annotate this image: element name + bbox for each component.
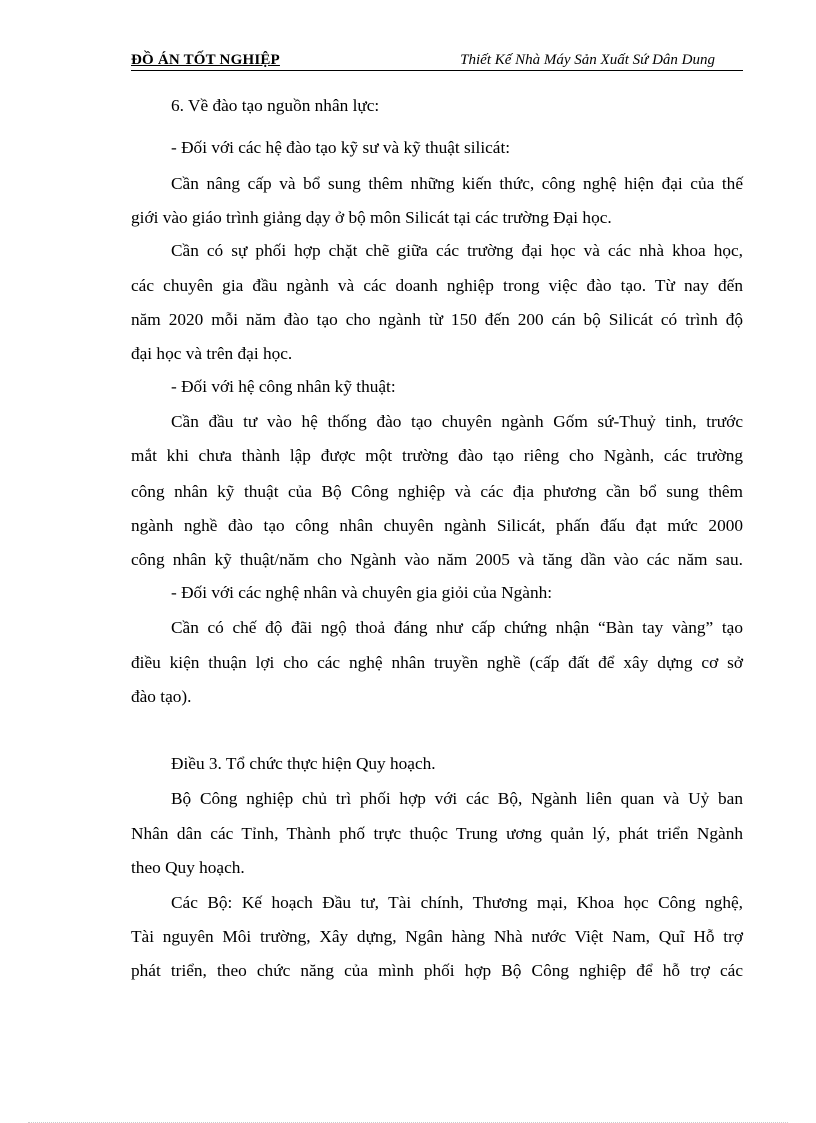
page-header bbox=[131, 50, 743, 71]
text-line: Các Bộ: Kế hoạch Đầu tư, Tài chính, Thương mại, Khoa học Công nghệ, bbox=[171, 893, 743, 912]
header-subtitle: Thiết Kế Nhà Máy Sản Xuất Sứ Dân Dung bbox=[460, 52, 715, 68]
text-line: - Đối với các hệ đào tạo kỹ sư và kỹ thuật silicát: bbox=[171, 138, 511, 157]
text-line: Bộ Công nghiệp chủ trì phối hợp với các Bộ, Ngành liên quan và Uỷ ban bbox=[171, 789, 743, 808]
text-line: năm 2020 mỗi năm đào tạo cho ngành từ 150 đến 200 cán bộ Silicát có trình độ bbox=[131, 310, 743, 329]
text-line: đại học và trên đại học. bbox=[131, 344, 293, 363]
text-line: Nhân dân các Tỉnh, Thành phố trực thuộc Trung ương quản lý, phát triển Ngành bbox=[131, 824, 743, 843]
text-line: đào tạo). bbox=[131, 687, 192, 706]
text-line: - Đối với hệ công nhân kỹ thuật: bbox=[171, 377, 396, 396]
text-line: Tài nguyên Môi trường, Xây dựng, Ngân hàng Nhà nước Việt Nam, Quĩ Hỗ trợ bbox=[131, 927, 743, 946]
text-line: công nhân kỹ thuật của Bộ Công nghiệp và các địa phương cần bổ sung thêm bbox=[131, 482, 743, 501]
text-line: phát triển, theo chức năng của mình phối hợp Bộ Công nghiệp để hỗ trợ các bbox=[131, 961, 743, 980]
header-title: ĐỒ ÁN TỐT NGHIỆP bbox=[131, 52, 280, 68]
text-line: công nhân kỹ thuật/năm cho Ngành vào năm 2005 và tăng dần vào các năm sau. bbox=[131, 550, 743, 569]
text-line: - Đối với các nghệ nhân và chuyên gia giỏi của Ngành: bbox=[171, 583, 553, 602]
text-line: 6. Về đào tạo nguồn nhân lực: bbox=[171, 96, 380, 115]
section-heading: Điều 3. Tổ chức thực hiện Quy hoạch. bbox=[171, 754, 436, 773]
text-line: Cần có sự phối hợp chặt chẽ giữa các trường đại học và các nhà khoa học, bbox=[171, 241, 743, 260]
text-line: theo Quy hoạch. bbox=[131, 858, 245, 877]
text-line: điều kiện thuận lợi cho các nghệ nhân truyền nghề (cấp đất để xây dựng cơ sở bbox=[131, 653, 743, 672]
text-line: Cần nâng cấp và bổ sung thêm những kiến thức, công nghệ hiện đại của thế bbox=[171, 174, 743, 193]
text-line: giới vào giáo trình giảng dạy ở bộ môn Silicát tại các trường Đại học. bbox=[131, 208, 612, 227]
text-line: các chuyên gia đầu ngành và các doanh nghiệp trong việc đào tạo. Từ nay đến bbox=[131, 276, 743, 295]
text-line: Cần có chế độ đãi ngộ thoả đáng như cấp chứng nhận “Bàn tay vàng” tạo bbox=[171, 618, 743, 637]
text-line: mắt khi chưa thành lập được một trường đào tạo riêng cho Ngành, các trường bbox=[131, 446, 743, 465]
text-line: Cần đầu tư vào hệ thống đào tạo chuyên ngành Gốm sứ-Thuỷ tinh, trước bbox=[171, 412, 743, 431]
text-line: ngành nghề đào tạo công nhân chuyên ngành Silicát, phấn đấu đạt mức 2000 bbox=[131, 516, 743, 535]
